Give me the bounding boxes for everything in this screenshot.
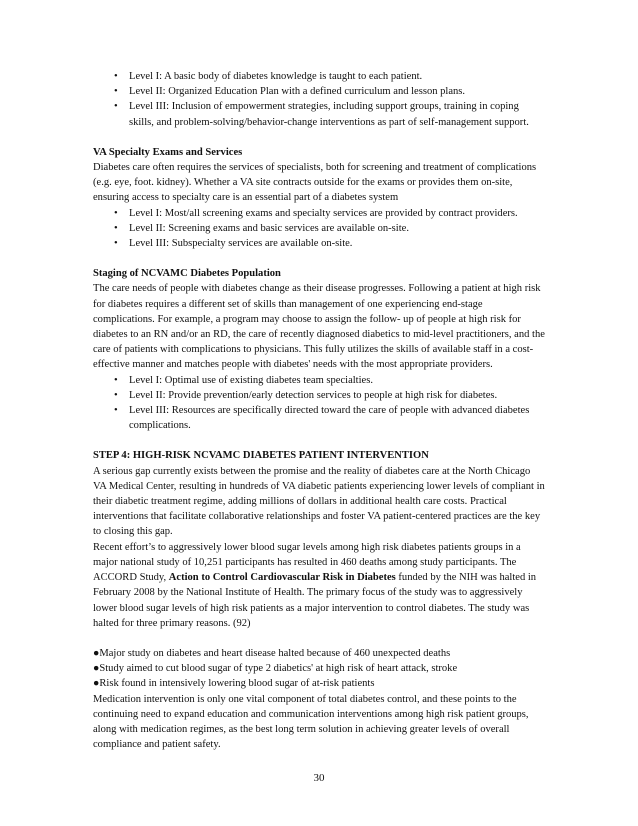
section-heading-step4: STEP 4: HIGH-RISK NCVAMC DIABETES PATIENT INTERVENTION	[93, 450, 429, 462]
list-item: • Level I: Most/all screening exams and specialty services are provided by contract providers.	[93, 206, 545, 221]
staging-level-list	[93, 373, 545, 434]
page-number: 30	[313, 772, 325, 784]
paragraph-care-gap: A serious gap currently exists between the promise and the reality of diabetes care at the North Chicago VA Medical Center, resulting in hundreds of VA diabetic patients experiencing lower levels of compliant in their diabetic treatment regime, adding millions of dollars in additional health care costs. Practical interventions that facilitate collaborative relationships and foster VA patient-centered practices are the key to closing this gap.	[93, 465, 545, 538]
paragraph-specialty-exams: Diabetes care often requires the services of specialists, both for screening and treatment of complications (e.g. eye, foot. kidney). Whether a VA site contracts outside for the exams or provides them on-site, ensuring access to specialty care is an essential part of a diabetes system	[93, 162, 537, 204]
specialty-level-list	[93, 206, 545, 252]
education-level-list	[93, 69, 545, 130]
paragraph-staging: The care needs of people with diabetes change as their disease progresses. Following a patient at high risk for diabetes requires a different set of skills than management of one experiencing end-stage complications. For example, a program may choose to assign the follow- up of people at high risk for diabetes to an RN and/or an RD, the care of recently diagnosed diabetics to mid-level practitioners, and the care of patients with complications to physicians. This fully utilizes the skills of available staff in a cost-effective manner and matches people with diabetes' needs with the most appropriate providers.	[93, 283, 545, 371]
list-item: • Level III: Resources are specifically directed toward the care of people with advanced diabetes complications.	[93, 403, 545, 433]
accord-text-a: Recent effort’s to aggressively lower blood sugar levels among high risk diabetes patients groups in a major national study of 10,251 participants has resulted in 460 deaths among study participants. The ACCORD Study,	[93, 541, 521, 584]
list-item: • Level II: Organized Education Plan with a defined curriculum and lesson plans.	[93, 84, 545, 99]
page-content	[93, 69, 545, 752]
paragraph-medication-intervention: Medication intervention is only one vital component of total diabetes control, and these points to the continuing need to expand education and communication interventions among high risk patient groups, along with medication regimes, as the best long term solution in achieving greater levels of overall compliance and patient safety.	[93, 693, 529, 751]
paragraph-accord-study	[93, 540, 545, 631]
list-item: • Level I: A basic body of diabetes knowledge is taught to each patient.	[93, 69, 545, 84]
list-item: • Level III: Subspecialty services are available on-site.	[93, 236, 545, 251]
accord-text-b: funded by the NIH was halted in February 2008 by the National Institute of Health. The primary focus of the study was to aggressively lower blood sugar levels of high risk patients as a major intervention to control diabetes. The study was halted for three primary reasons. (92)	[93, 572, 537, 629]
list-item: • Level III: Inclusion of empowerment strategies, including support groups, training in coping skills, and problem-solving/behavior-change interventions as part of self-management support.	[93, 99, 545, 129]
accord-reasons-list	[93, 646, 545, 692]
list-item: • Level II: Provide prevention/early detection services to people at high risk for diabetes.	[93, 388, 545, 403]
section-heading-specialty-exams: VA Specialty Exams and Services	[93, 146, 243, 158]
accord-study-title: Action to Control Cardiovascular Risk in Diabetes	[168, 572, 396, 584]
list-item: • Level II: Screening exams and basic services are available on-site.	[93, 221, 545, 236]
section-heading-staging: Staging of NCVAMC Diabetes Population	[93, 268, 281, 280]
list-item: ●Study aimed to cut blood sugar of type 2 diabetics' at high risk of heart attack, stroke	[93, 663, 458, 675]
list-item: ●Risk found in intensively lowering blood sugar of at-risk patients	[93, 678, 375, 690]
list-item: • Level I: Optimal use of existing diabetes team specialties.	[93, 373, 545, 388]
list-item: ●Major study on diabetes and heart disease halted because of 460 unexpected deaths	[93, 647, 451, 659]
